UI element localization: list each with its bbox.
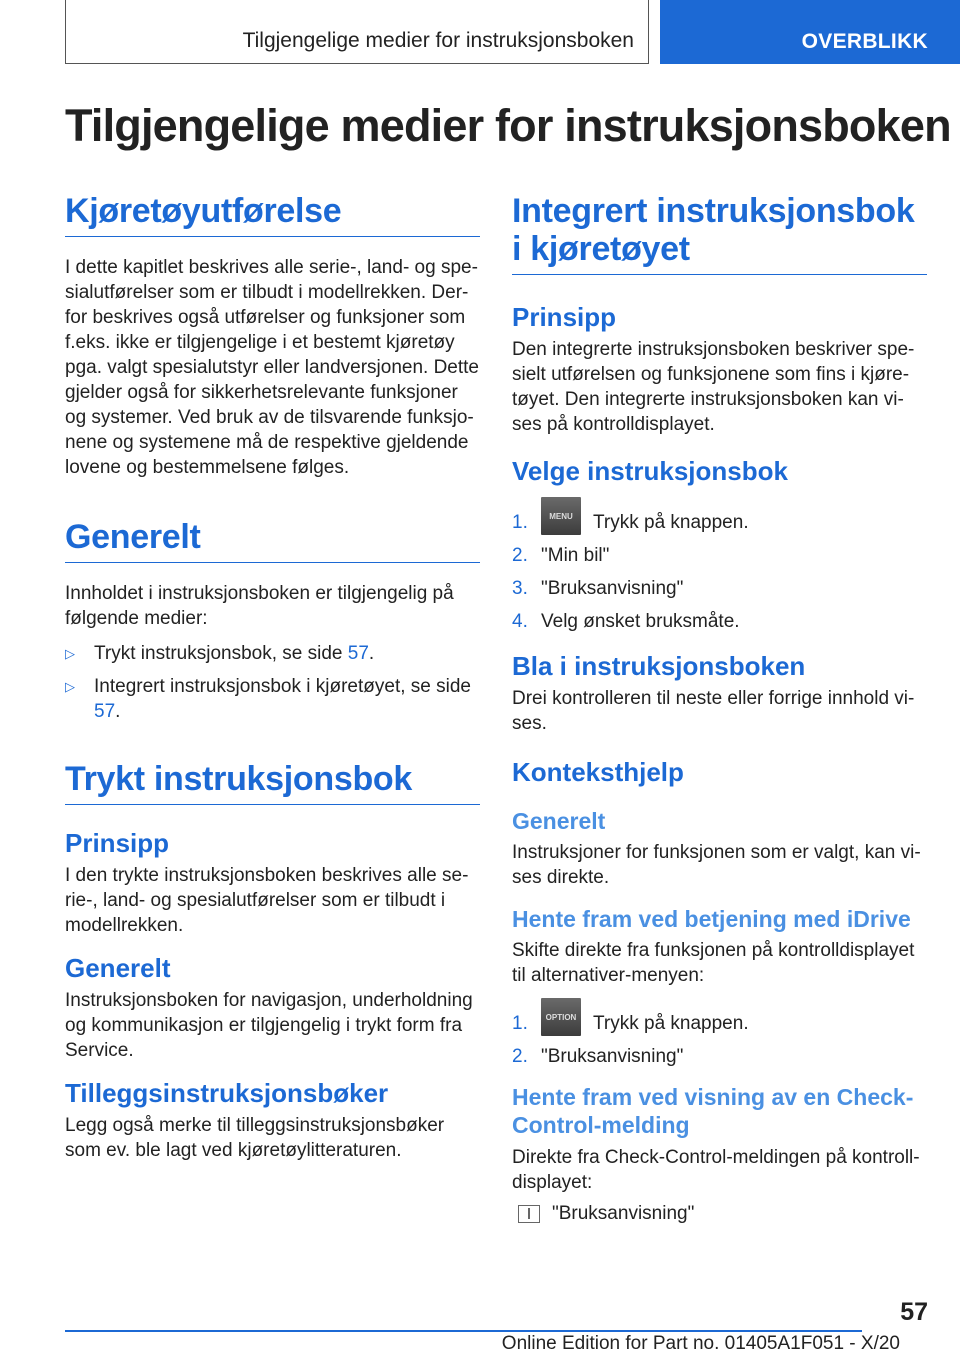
list-item [65, 674, 480, 724]
section-heading-printed-manual: Trykt instruksjonsbok [65, 760, 480, 805]
manual-book-icon [518, 1205, 540, 1223]
header-section-text: Tilgjengelige medier for instruksjonsboken [242, 29, 634, 52]
list-item [65, 641, 480, 666]
paragraph-idrive: Skifte direkte fra funksjonen på kontrolldisplayet til alternativer-menyen: [512, 940, 915, 986]
section-heading-general: Generelt [65, 518, 480, 563]
footer-divider [65, 1330, 862, 1332]
check-control-item-text: "Bruksanvisning" [552, 1203, 695, 1224]
step-number: 3. [512, 578, 528, 599]
triangle-bullet-icon: ▷ [65, 646, 75, 661]
step-item [512, 576, 927, 601]
page-link[interactable]: 57 [94, 701, 116, 722]
step-item [512, 1044, 927, 1069]
paragraph-principle: I den trykte instruksjonsboken beskrives alle serie-, land- og spesialutførelser som er tilbudt i modellrekken. [65, 865, 469, 936]
subheading-idrive: Hente fram ved betjening med iDrive [512, 906, 911, 932]
subheading-principle: Prinsipp [65, 828, 170, 858]
step-number: 1. [512, 512, 528, 533]
subheading-browse-manual: Bla i instruksjonsboken [512, 651, 806, 681]
paragraph-vehicle-equipment: I dette kapitlet beskrives alle serie-, land- og spesialutførelser som er tilbudt i modellrekken. Derfor beskrives også utførelser og funksjoner som f.eks. ikke er tilgjengelige i et bestemt kjøretøy pga. valgt spesialutstyr eller landversjonen. Dette gjelder også for sikkerhetsrelevante funksjoner og systemer. Ved bruk av de tilsvarende funksjonene og systemene må de respektive gjeldende lovene og bestemmelsene følges. [65, 257, 480, 478]
option-button-icon: OPTION [541, 998, 581, 1036]
left-column [65, 192, 480, 1163]
page-title: Tilgjengelige medier for instruksjonsboken [65, 100, 951, 151]
section-heading-vehicle-equipment: Kjøretøyutførelse [65, 192, 480, 237]
menu-button-icon: MENU [541, 497, 581, 535]
subheading-general: Generelt [65, 953, 171, 983]
step-text: Velg ønsket bruksmåte. [541, 611, 740, 632]
footer-edition: Online Edition for Part no. 01405A1F051 - X/20 [501, 1333, 900, 1354]
paragraph-printed-general: Instruksjonsboken for navigasjon, underholdning og kommunikasjon er tilgjengelig i trykt form fra Service. [65, 990, 473, 1061]
paragraph-check-control: Direkte fra Check-Control-meldingen på kontrolldisplayet: [512, 1147, 920, 1193]
step-text: Trykk på knappen. [593, 512, 749, 533]
list-item-text: Integrert instruksjonsbok i kjøretøyet, se side 57. [94, 676, 471, 722]
check-control-item [512, 1201, 927, 1226]
step-number: 2. [512, 545, 528, 566]
subheading-supplementary: Tilleggsinstruksjonsbøker [65, 1078, 389, 1108]
subheading-context-help: Konteksthjelp [512, 757, 684, 787]
page-number: 57 [900, 1298, 928, 1326]
step-text: "Bruksanvisning" [541, 578, 684, 599]
step-item [512, 543, 927, 568]
paragraph-integrated-principle: Den integrerte instruksjonsboken beskriver spesielt utførelsen og funksjonene som fins i kjøretøyet. Den integrerte instruksjonsboken kan vises på kontrolldisplayet. [512, 339, 915, 435]
header-chapter-text: OVERBLIKK [801, 30, 928, 53]
step-text: Trykk på knappen. [593, 1013, 749, 1034]
header-chapter-tab[interactable] [660, 0, 960, 64]
step-text: "Bruksanvisning" [541, 1046, 684, 1067]
triangle-bullet-icon: ▷ [65, 679, 75, 694]
subheading-general: Generelt [512, 808, 606, 834]
step-item [512, 497, 927, 535]
paragraph-general: Innholdet i instruksjonsboken er tilgjengelig på følgende medier: [65, 583, 454, 629]
step-number: 2. [512, 1046, 528, 1067]
paragraph-context-general: Instruksjoner for funksjonen som er valgt, kan vises direkte. [512, 842, 921, 888]
paragraph-supplementary: Legg også merke til tilleggsinstruksjonsbøker som ev. ble lagt ved kjøretøylitteraturen. [65, 1115, 445, 1161]
step-text: "Min bil" [541, 545, 610, 566]
subheading-principle: Prinsipp [512, 302, 617, 332]
header-section-title [65, 0, 649, 64]
step-item [512, 998, 927, 1036]
section-heading-integrated-manual: Integrert instruksjonsbok i kjøretøyet [512, 192, 927, 275]
page-link[interactable]: 57 [347, 643, 369, 664]
list-item-text: Trykt instruksjonsbok, se side 57. [94, 643, 375, 664]
subheading-select-manual: Velge instruksjonsbok [512, 456, 788, 486]
step-item [512, 609, 927, 634]
step-number: 1. [512, 1013, 528, 1034]
paragraph-browse: Drei kontrolleren til neste eller forrige innhold vises. [512, 688, 915, 734]
subheading-check-control: Hente fram ved visning av en Check-Control-melding [512, 1084, 914, 1138]
right-column [512, 192, 927, 1226]
step-number: 4. [512, 611, 528, 632]
